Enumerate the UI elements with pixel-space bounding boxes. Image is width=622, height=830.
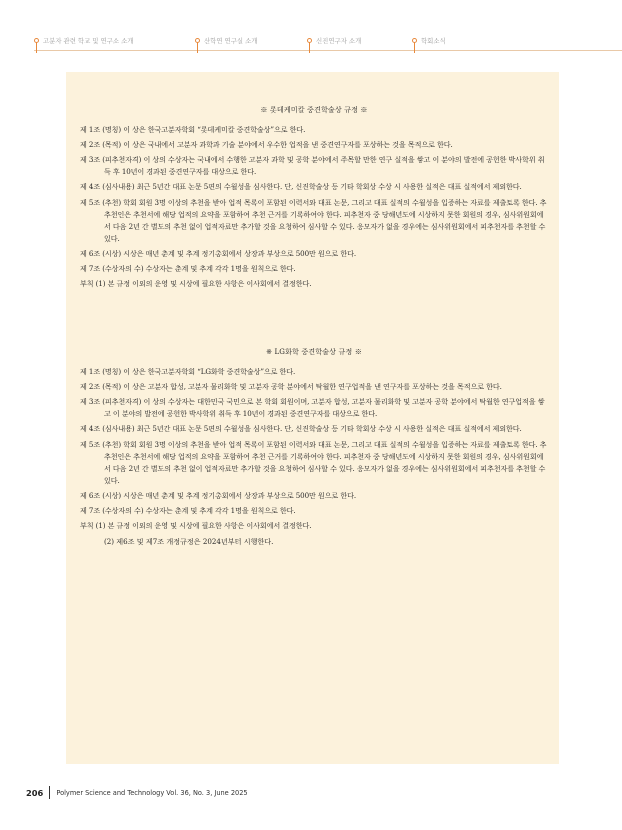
award-regulations-panel (66, 72, 559, 764)
supplementary-provision: 부칙 (1) 본 규정 이외의 운영 및 시상에 필요한 사항은 이사회에서 결정한다. (80, 279, 312, 289)
top-navigation (0, 0, 622, 60)
article-5: 제 5조 (추천) 학회 회원 3명 이상의 추천을 받아 업적 목록이 포함된 이력서와 대표 논문, 그리고 대표 실적의 수월성을 입증하는 자료를 제출토록 한다. 추 추천인은 추천서에 해당 업적의 요약을 포함하여 추천 근거를 기록하여야 한다. 피추천자 중 당해년도에 시상하지 못한 회원의 경우, 심사위원회에서 다음 2년 간 별도의 추천 없이 업적자료만 추가할 것을 요청하여 심사할 수 있다. 응모자가 없을 경우에는 심사위원회에서 피추천자를 추천할 수 있다. (80, 439, 547, 486)
article-1: 제 1조 (명칭) 이 상은 한국고분자학회 “롯데케미칼 중견학술상”으로 한다. (80, 125, 306, 134)
article-2: 제 2조 (목적) 이 상은 고분자 합성, 고분자 물리화학 및 고분자 공학 분야에서 탁월한 연구업적을 낸 연구자를 포상하는 것을 목적으로 한다. (80, 382, 502, 392)
nav-bullet-icon (307, 38, 312, 43)
nav-item-society-news[interactable] (412, 36, 446, 45)
article-4: 제 4조 (심사내용) 최근 5년간 대표 논문 5편의 수월성을 심사한다. 단, 신진학술상 등 기타 학회상 수상 시 사용한 실적은 대표 실적에서 제외한다. (80, 182, 522, 192)
article-4: 제 4조 (심사내용) 최근 5년간 대표 논문 5편의 수월성을 심사한다. 단, 신진학술상 등 기타 학회상 수상 시 사용한 실적은 대표 실적에서 제외한다. (80, 424, 522, 434)
article-7: 제 7조 (수상자의 수) 수상자는 춘계 및 추계 각각 1명을 원칙으로 한다. (80, 264, 296, 274)
article-6: 제 6조 (시상) 시상은 매년 춘계 및 추계 정기총회에서 상장과 부상으로 500만 원으로 한다. (80, 491, 356, 501)
article-7: 제 7조 (수상자의 수) 수상자는 춘계 및 추계 각각 1명을 원칙으로 한다. (80, 506, 296, 516)
page-number: 206 (26, 787, 44, 798)
nav-item-labs[interactable] (195, 36, 257, 45)
section-title: ※ LG화학 중견학술상 규정 ※ (266, 347, 362, 356)
article-6: 제 6조 (시상) 시상은 매년 춘계 및 추계 정기총회에서 상장과 부상으로 500만 원으로 한다. (80, 249, 356, 259)
nav-item-label: 학회소식 (421, 37, 446, 45)
nav-item-label: 고분자 관련 학교 및 연구소 소개 (43, 37, 134, 45)
supplementary-provision: 부칙 (1) 본 규정 이외의 운영 및 시상에 필요한 사항은 이사회에서 결정한다. (80, 521, 312, 531)
lotte-chemical-award-section (80, 105, 548, 294)
nav-bullet-icon (34, 38, 39, 43)
article-5: 제 5조 (추천) 학회 회원 3명 이상의 추천을 받아 업적 목록이 포함된 이력서와 대표 논문, 그리고 대표 실적의 수월성을 입증하는 자료를 제출토록 한다. 추 추천인은 추천서에 해당 업적의 요약을 포함하여 추천 근거를 기록하여야 한다. 피추천자 중 당해년도에 시상하지 못한 회원의 경우, 심사위원회에서 다음 2년 간 별도의 추천 없이 업적자료만 추가할 것을 요청하여 심사할 수 있다. 응모자가 없을 경우에는 심사위원회에서 피추천자를 추천할 수 있다. (80, 197, 547, 244)
article-2: 제 2조 (목적) 이 상은 국내에서 고분자 과학과 기술 분야에서 우수한 업적을 낸 중견연구자를 포상하는 것을 목적으로 한다. (80, 140, 453, 150)
section-title: ※ 롯데케미칼 중견학술상 규정 ※ (260, 105, 368, 114)
article-3: 제 3조 (피추천자격) 이 상의 수상자는 대한민국 국민으로 본 학회 회원이며, 고분자 합성, 고분자 물리화학 및 고분자 공학 분야에서 탁월한 연구업적을 쌓고 이 분야의 발전에 공헌한 박사학위 취득 후 10년이 경과된 중견연구자를 대상으로 한다. (80, 397, 545, 419)
nav-item-institutes[interactable] (34, 36, 133, 45)
supplementary-provision-2: (2) 제6조 및 제7조 개정규정은 2024년부터 시행한다. (104, 536, 274, 546)
article-1: 제 1조 (명칭) 이 상은 한국고분자학회 “LG화학 중견학술상”으로 한다. (80, 367, 296, 376)
article-3: 제 3조 (피추천자격) 이 상의 수상자는 국내에서 수행한 고분자 과학 및 공학 분야에서 주목할 만한 연구 실적을 쌓고 이 분야의 발전에 공헌한 박사학위 취득 후 10년이 경과된 중견연구자를 대상으로 한다. (80, 155, 545, 177)
nav-item-label: 신진연구자 소개 (316, 37, 362, 45)
page-footer (26, 786, 248, 799)
lg-chem-award-section (80, 347, 548, 551)
nav-divider (34, 50, 622, 51)
journal-citation: Polymer Science and Technology Vol. 36, No. 3, June 2025 (56, 788, 248, 797)
nav-item-label: 산학연 연구실 소개 (204, 37, 258, 45)
nav-bullet-icon (195, 38, 200, 43)
footer-divider (49, 786, 50, 799)
nav-item-new-researchers[interactable] (307, 36, 361, 45)
nav-bullet-icon (412, 38, 417, 43)
